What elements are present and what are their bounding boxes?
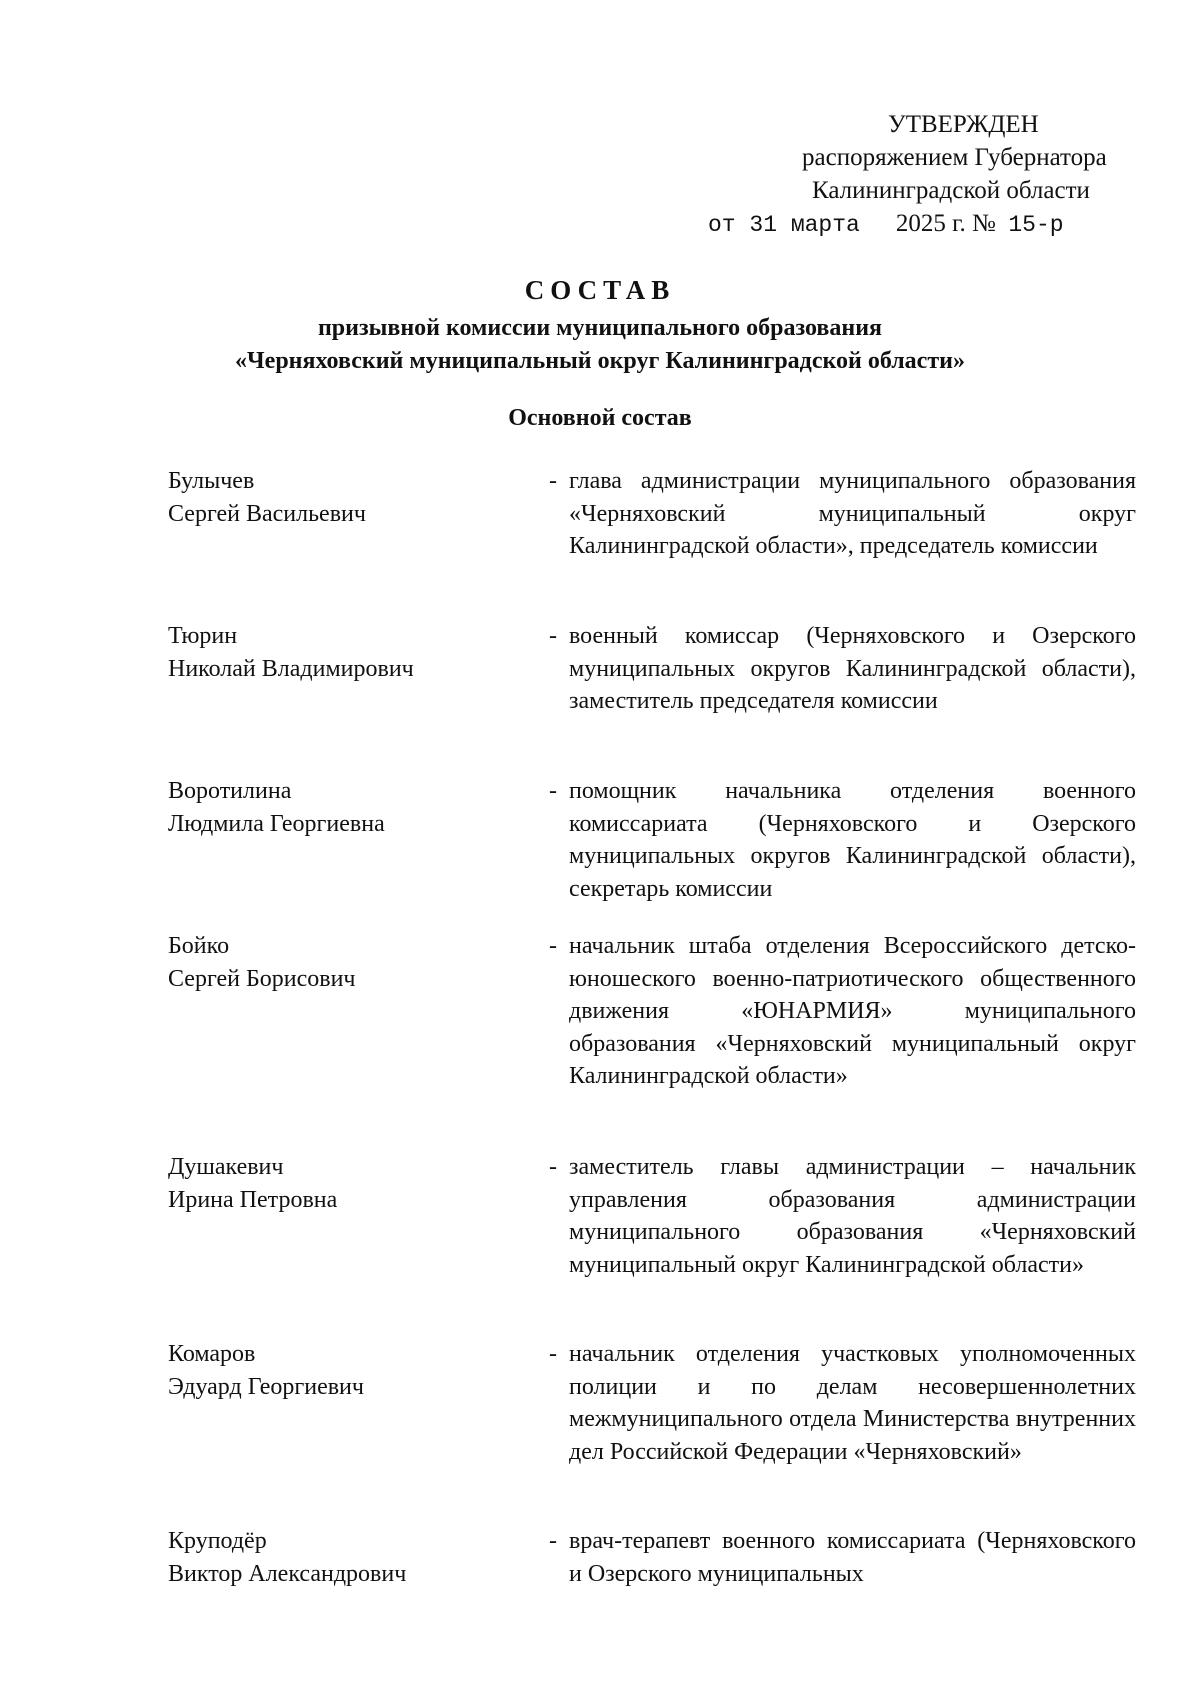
member-surname: Бойко — [168, 933, 230, 959]
member-given-name: Виктор Александрович — [168, 1560, 407, 1587]
member-role: врач-терапевт военного комиссариата (Черняховского и Озерского муниципальных — [569, 1528, 1136, 1587]
approval-status: УТВЕРЖДЕН — [888, 111, 1039, 138]
approval-line-2: распоряжением Губернатора — [802, 144, 1107, 171]
dash-separator: - — [549, 1528, 557, 1554]
member-surname: Круподёр — [168, 1528, 267, 1554]
member-name — [168, 1151, 537, 1281]
member-row — [168, 1151, 1136, 1281]
dash-separator: - — [549, 1154, 557, 1180]
member-name — [168, 465, 537, 563]
member-row — [168, 465, 1136, 563]
member-row — [168, 1525, 1136, 1590]
member-surname: Булычев — [168, 468, 255, 494]
approval-number: 15-р — [1008, 212, 1064, 238]
member-surname: Комаров — [168, 1341, 256, 1367]
member-row — [168, 930, 1136, 1093]
approval-date: от 31 марта — [708, 212, 860, 238]
member-given-name: Эдуард Георгиевич — [168, 1373, 364, 1400]
approval-year: 2025 г. № — [895, 210, 996, 237]
member-row — [168, 1338, 1136, 1468]
member-role: начальник отделения участковых уполномоченных полиции и по делам несовершеннолетних межмуниципального отдела Министерства внутренних дел Российской Федерации «Черняховский» — [569, 1341, 1136, 1465]
member-name — [168, 1338, 537, 1468]
dash-separator: - — [549, 1341, 557, 1367]
approval-stamp — [690, 108, 1170, 242]
dash-separator: - — [549, 933, 557, 959]
dash-separator: - — [549, 778, 557, 804]
member-name — [168, 1525, 537, 1590]
member-role: глава администрации муниципального образования «Черняховский муниципальный округ Калининградской области», председатель комиссии — [569, 468, 1136, 559]
member-given-name: Сергей Борисович — [168, 965, 356, 992]
member-role: помощник начальника отделения военного комиссариата (Черняховского и Озерского муниципальных округов Калининградской области), секретарь комиссии — [569, 778, 1136, 902]
member-surname: Тюрин — [168, 623, 238, 649]
member-surname: Воротилина — [168, 778, 292, 804]
member-surname: Душакевич — [168, 1154, 284, 1180]
member-given-name: Ирина Петровна — [168, 1186, 338, 1213]
member-role: начальник штаба отделения Всероссийского детско-юношеского военно-патриотического общественного движения «ЮНАРМИЯ» муниципального образования «Черняховский муниципальный округ Калининградской области» — [569, 933, 1136, 1089]
member-row — [168, 620, 1136, 718]
document-title: СОСТАВ — [524, 275, 676, 305]
member-name — [168, 775, 537, 905]
member-role: военный комиссар (Черняховского и Озерского муниципальных округов Калининградской области), заместитель председателя комиссии — [569, 623, 1136, 714]
approval-line-3: Калининградской области — [812, 177, 1090, 204]
member-name — [168, 930, 537, 1093]
member-role: заместитель главы администрации – начальник управления образования администрации муниципального образования «Черняховский муниципальный округ Калининградской области» — [569, 1154, 1136, 1278]
document-subtitle — [0, 312, 1200, 378]
member-given-name: Николай Владимирович — [168, 655, 414, 682]
member-given-name: Сергей Васильевич — [168, 500, 366, 527]
dash-separator: - — [549, 623, 557, 649]
dash-separator: - — [549, 468, 557, 494]
member-given-name: Людмила Георгиевна — [168, 810, 385, 837]
member-name — [168, 620, 537, 718]
approval-date-line — [690, 207, 1170, 242]
section-heading: Основной состав — [508, 405, 692, 431]
subtitle-line-2: «Черняховский муниципальный округ Калининградской области» — [235, 348, 965, 374]
subtitle-line-1: призывной комиссии муниципального образования — [317, 315, 883, 341]
member-row — [168, 775, 1136, 905]
